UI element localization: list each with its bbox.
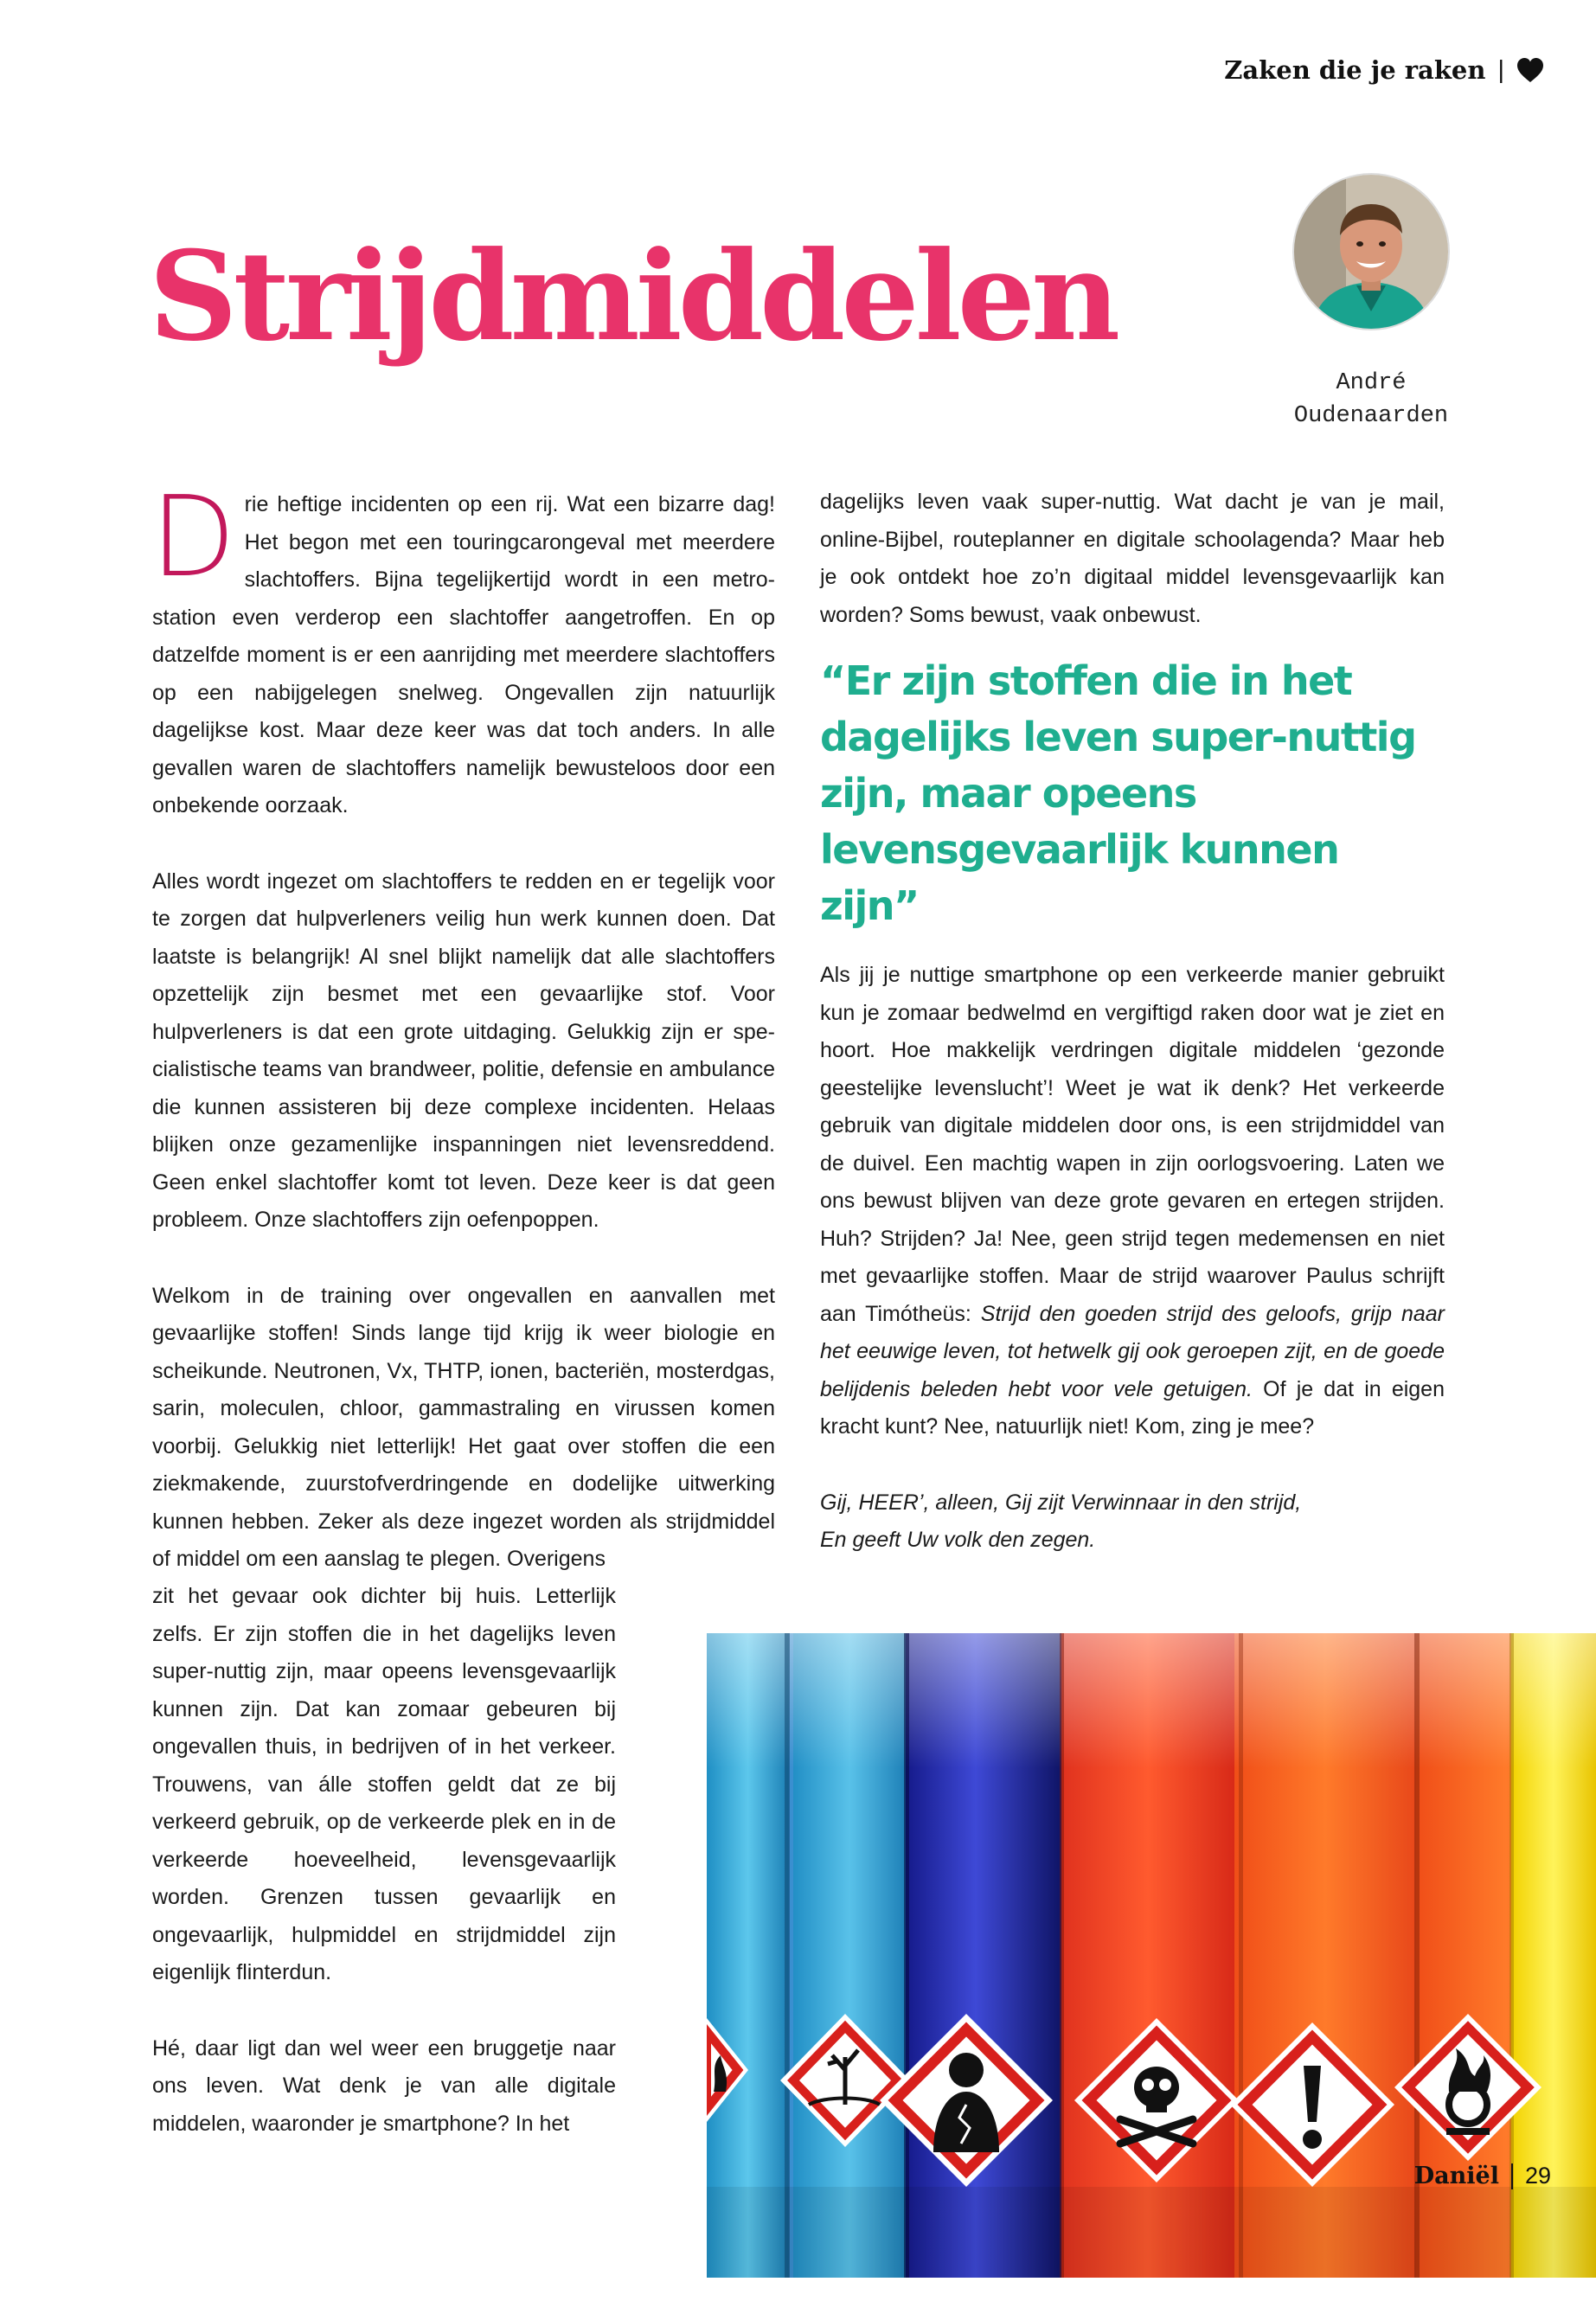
poem-line-1: Gij, HEER’, alleen, Gij zijt Verwinnaar in den strijd, [820,1490,1302,1515]
heart-icon [1516,57,1544,83]
paragraph-5: Als jij je nuttige smartphone op een verkeerde manier gebruikt kun je zomaar bedwelmd en vergiftigd raken door wat je ziet en hoort. Hoe makkelijk verdringen digitale middelen ‘gezonde geestelijke levenslucht’! Weet je wat ik denk? Het verkeerde gebruik van digitale middelen door ons, is een strijdmiddel van de duivel. Een machtig wapen in zijn oorlogsvoering. Laten we ons bewust blijven van deze grote gevaren en ertegen strijden. Huh? Strijden? Ja! Nee, geen strijd tegen medemensen en niet met gevaarlijke stoffen. Maar de strijd waarover Paulus schrijft aan Timótheüs: Strijd den goeden strijd des geloofs, grijp naar het eeuwige leven, tot hetwelk gij ook geroepen zijt, en de goede belijdenis beleden hebt voor vele getuigen. Of je dat in eigen kracht kunt? Nee, natuurlijk niet! Kom, zing je mee? [820,963,1445,1439]
pull-quote: “Er zijn stoffen die in het dagelijks leven super-nuttig zijn, maar opeens levensgevaarlijk kunnen zijn” [820,657,1416,929]
author-block [1276,173,1466,433]
paragraph-3: Welkom in de training over ongevallen en aanvallen met gevaarlijke stoffen! Sinds lange tijd krijg ik weer biologie en scheikunde. Neutronen, Vx, THTP, ionen, bacteriën, mosterdgas, sarin, moleculen, chloor, gammastraling en virussen komen voorbij. Gelukkig niet letterlijk! Het gaat over stoffen die een ziekmakende, zuurstofverdringende en dodelijke uitwerking kunnen hebben. Zeker als deze ingezet worden als strijdmiddel of middel om een aanslag te plegen. Overigens [152,1283,775,1571]
author-portrait [1294,175,1448,329]
paragraph-3-continued: zit het gevaar ook dichter bij huis. Letterlijk zelfs. Er zijn stoffen die in het dagelijks leven super-nuttig zijn, maar opeens levensgevaarlijk kunnen zijn. Dat kan zomaar gebeuren bij ongevallen thuis, in bedrijven of in het verkeer. Trouwens, van álle stoffen geldt dat ze bij verkeerd gebruik, op de verkeerde plek en in de verkeerde hoeveelheid, levensgevaarlijk worden. Grenzen tussen gevaarlijk en ongevaarlijk, hulpmiddel en strijdmiddel zijn eigenlijk flinterdun. [152,1584,616,1984]
section-separator: | [1497,55,1504,84]
article-column-narrow [152,1578,616,2143]
article-column-left [151,473,775,1579]
author-name: André Oudenaarden [1293,370,1449,429]
page-footer [1414,2163,1551,2189]
paragraph-4-continued: dagelijks leven vaak super-nuttig. Wat dacht je van je mail, online-Bijbel, routeplanner en digitale schoolagenda? Maar heb je ook ontdekt hoe zo’n digitaal middel levensgevaarlijk kan worden? Soms bewust, vaak onbewust. [820,490,1445,627]
author-avatar [1292,173,1450,330]
paragraph-2: Alles wordt ingezet om slachtoffers te redden en er tegelijk voor te zorgen dat hulpverleners veilig hun werk kunnen doen. Dat laatste is belangrijk! Al snel blijkt namelijk dat alle slachtoffers opzettelijk zijn besmet met een gevaarlijke stof. Voor hulpverleners is dat een grote uitdaging. Gelukkig zijn er specialistische teams van brandweer, politie, defensie en ambulance die kunnen assisteren bij deze complexe incidenten. Helaas blijken onze gezamenlijke inspanningen niet levensreddend. Geen enkel slachtoffer komt tot leven. Deze keer is dat geen probleem. Onze slachtoffers zijn oefenpoppen. [152,868,775,1232]
poem-line-2: En geeft Uw volk den zegen. [820,1528,1096,1552]
dropcap: D [151,473,236,602]
section-label [1224,55,1544,85]
footer-divider [1511,2163,1513,2189]
section-name: Zaken die je raken [1224,55,1486,85]
bible-quote: Strijd den goeden strijd des geloofs, grijp naar het eeuwige leven, tot hetwelk gij ook geroepen zijt, en de goede belijdenis beleden hebt voor vele getuigen. [820,1301,1445,1401]
page-number: 29 [1524,2163,1551,2189]
magazine-name: Daniël [1413,2163,1499,2189]
article-column-right [820,484,1445,1560]
paragraph-1: Drie heftige incidenten op een rij. Wat een bizarre dag! Het begon met een touringcarongeval met meerdere slachtoffers. Bijna tegelijkertijd wordt in een metrostation even verderop een slachtoffer aangetroffen. En op datzelfde moment is er een aanrijding met meerdere slachtoffers op een nabijgelegen snelweg. Ongevallen zijn natuurlijk dagelijkse kost. Maar deze keer was dat toch anders. In alle gevallen waren de slachtoffers namelijk bewusteloos door een onbekende oorzaak. [151,473,775,817]
paragraph-4: Hé, daar ligt dan wel weer een bruggetje naar ons leven. Wat denk je van alle digitale middelen, waaronder je smartphone? In het [152,2035,616,2136]
page-title: Strijdmiddelen [149,225,1117,369]
